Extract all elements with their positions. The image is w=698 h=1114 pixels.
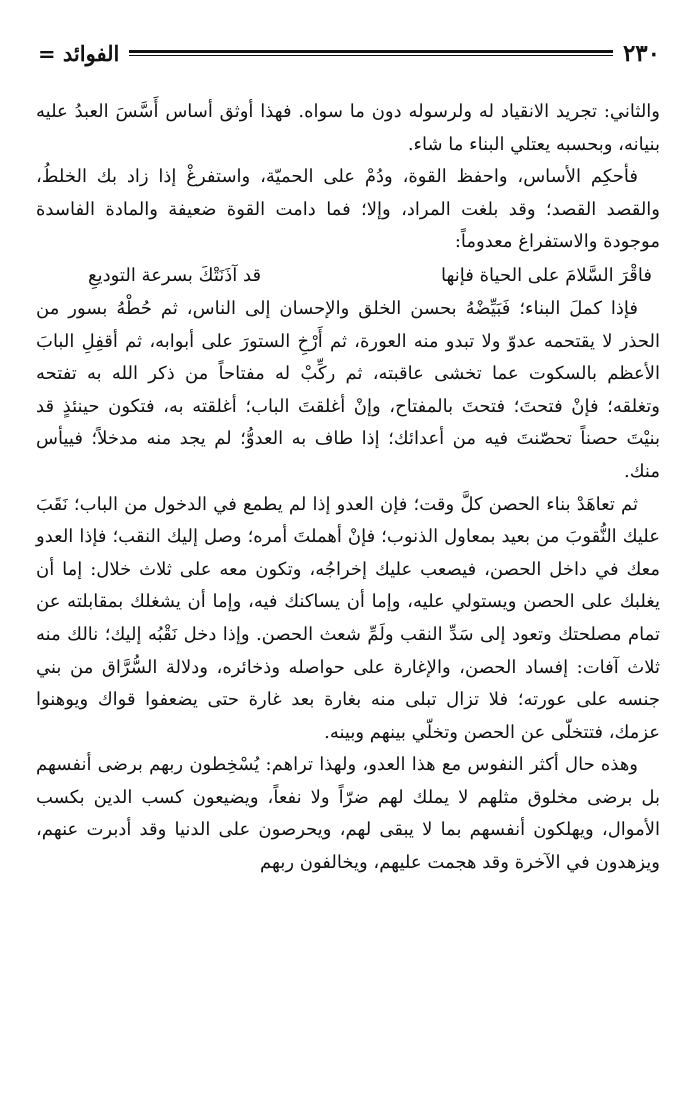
verse-first-hemistich: فاقْرَ السَّلامَ على الحياة فإنها	[441, 264, 652, 286]
verse-second-hemistich: قد آذَنَتْكَ بسرعة التوديعِ	[88, 264, 262, 286]
poetry-verse	[36, 259, 660, 293]
running-title: الفوائد =	[38, 40, 120, 66]
paragraph-2: فأحكِم الأساس، واحفظ القوة، ودُمْ على الحميّة، واستفرغْ إذا زاد بك الخلطُ، والقصد القصد؛ وقد بلغت المراد، وإلا؛ فما دامت القوة ضعيفة والمادة الفاسدة موجودة والاستفراغ معدوماً:	[36, 166, 661, 253]
header-rule	[129, 50, 613, 56]
paragraph-1: والثاني: تجريد الانقياد له ولرسوله دون ما سواه. فهذا أوثق أساس أَسَّسَ العبدُ عليه بنيانه، وبحسبه يعتلي البناء ما شاء.	[36, 101, 660, 155]
page-header	[38, 38, 660, 68]
paragraph-3: فإذا كملَ البناء؛ فَبَيِّضْهُ بحسن الخلق والإحسان إلى الناس، ثم حُطْهُ بسور من الحذر لا يقتحمه عدوّ ولا تبدو منه العورة، ثم أَرْخِ الستورَ على أبوابه، ثم أقفِلِ البابَ الأعظم بالسكوت عما تخشى عاقبته، ثم ركِّبْ له مفتاحاً من ذكر الله به تفتحه وتغلقه؛ فإنْ فتحتَ؛ فتحتَ بالمفتاح، وإنْ أغلقتَ الباب؛ أغلقته به، فتكون حينئذٍ قد بنيْتَ حصناً تحصّنتَ فيه من أعدائك؛ إذا طاف به العدوُّ؛ لم يجد منه مدخلاً؛ فييأس منك.	[36, 297, 661, 482]
paragraph-5: وهذه حال أكثر النفوس مع هذا العدو، ولهذا تراهم: يُسْخِطون ربهم برضى أنفسهم بل برضى مخلوق مثلهم لا يملك لهم ضرّاً ولا نفعاً، ويضيعون كسب الدين بكسب الأموال، ويهلكون أنفسهم بما لا يبقى لهم، ويحرصون على الدنيا وقد أدبرت عنهم، ويزهدون في الآخرة وقد هجمت عليهم، ويخالفون ربهم	[36, 754, 660, 874]
paragraph-4: ثم تعاهَدْ بناء الحصن كلَّ وقت؛ فإن العدو إذا لم يطمع في الدخول من الباب؛ نَقَبَ عليك النُّقوبَ من بعيد بمعاول الذنوب؛ فإنْ أهملتَ أمره؛ وصل إليك النقب؛ فإذا العدو معك في داخل الحصن، فيصعب عليك إخراجُه، وتكون معه على ثلاث خلال: إما أن يغلبك على الحصن ويستولي عليه، وإما أن يساكنك فيه، وإما أن يشغلك بمقابلته عن تمام مصلحتك وتعود إلى سَدِّ النقب ولَمِّ شعث الحصن. وإذا دخل نَقْبُه إليك؛ نالك منه ثلاث آفات: إفساد الحصن، والإغارة على حواصله وذخائره، ودلالة السُّرَّاق من بني جنسه على عورته؛ فلا تزال تبلى منه بغارة بعد غارة حتى يضعفوا قواك ويوهنوا عزمك، فتتخلّى عن الحصن وتخلّي بينهم وبينه.	[36, 493, 660, 743]
page-body	[36, 96, 660, 880]
page-number: ٢٣٠	[622, 39, 660, 67]
